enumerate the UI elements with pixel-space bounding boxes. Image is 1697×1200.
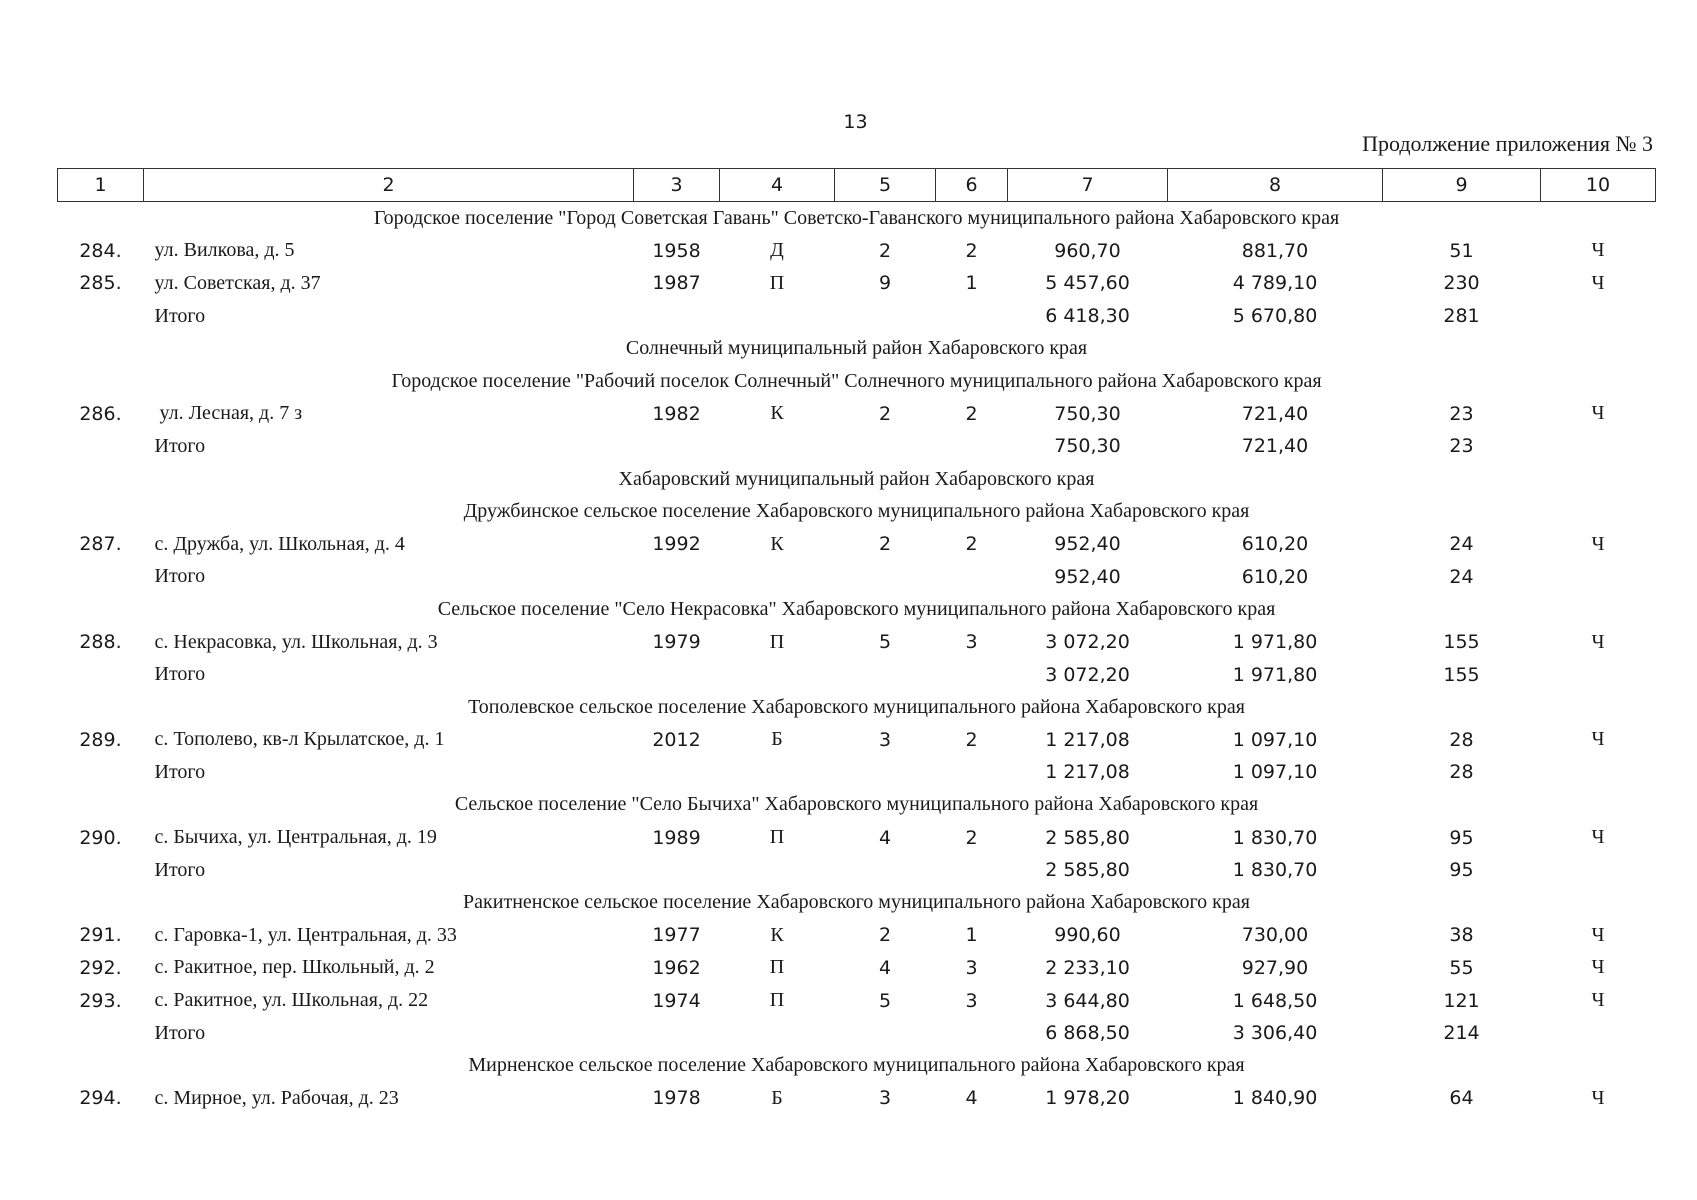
- living-area-cell: 1 830,70: [1232, 859, 1318, 882]
- table-row: [58, 398, 1656, 431]
- group-heading-row: [58, 1049, 1656, 1082]
- address-cell: с. Некрасовка, ул. Школьная, д. 3: [154, 630, 438, 653]
- floors-cell: [835, 756, 936, 789]
- entrances-cell: [936, 658, 1008, 691]
- column-header: 3: [634, 169, 720, 202]
- year-built-cell: [634, 430, 720, 463]
- year-built-cell: 1977: [652, 924, 701, 947]
- mark-cell: [1541, 561, 1656, 594]
- floors-cell: 2: [878, 402, 892, 425]
- wall-material-cell: Б: [771, 728, 783, 751]
- year-built-cell: 1989: [652, 826, 701, 849]
- total-area-cell: 960,70: [1054, 239, 1121, 262]
- living-area-cell: 610,20: [1241, 565, 1309, 588]
- total-row: [58, 658, 1656, 691]
- row-number-cell: [58, 1017, 144, 1050]
- residents-cell: 38: [1449, 924, 1474, 947]
- group-heading-row: [58, 463, 1656, 496]
- table-row: [58, 984, 1656, 1017]
- mark-cell: Ч: [1591, 989, 1605, 1012]
- wall-material-cell: К: [770, 402, 784, 425]
- living-area-cell: 721,40: [1241, 402, 1309, 425]
- group-heading: Сельское поселение "Село Некрасовка" Хабаровского муниципального района Хабаровского края: [437, 597, 1276, 620]
- group-heading-row: [58, 332, 1656, 365]
- wall-material-cell: П: [769, 956, 785, 979]
- total-row: [58, 1017, 1656, 1050]
- address-cell: с. Бычиха, ул. Центральная, д. 19: [154, 826, 437, 849]
- residents-cell: 24: [1449, 533, 1474, 556]
- address-cell: с. Гаровка-1, ул. Центральная, д. 33: [154, 923, 457, 946]
- row-number-cell: 286.: [79, 402, 122, 425]
- wall-material-cell: К: [770, 923, 784, 946]
- wall-material-cell: [720, 430, 835, 463]
- living-area-cell: 1 971,80: [1232, 631, 1318, 654]
- mark-cell: Ч: [1591, 728, 1605, 751]
- row-number-cell: [58, 430, 144, 463]
- wall-material-cell: [720, 854, 835, 887]
- living-area-cell: 1 971,80: [1232, 663, 1318, 686]
- residents-cell: 24: [1449, 565, 1474, 588]
- row-number-cell: 293.: [79, 989, 122, 1012]
- table-row: [58, 626, 1656, 659]
- mark-cell: Ч: [1591, 630, 1605, 653]
- residents-cell: 28: [1449, 728, 1474, 751]
- table-row: [58, 267, 1656, 300]
- page-number: 13: [843, 111, 868, 133]
- total-area-cell: 5 457,60: [1045, 272, 1130, 295]
- entrances-cell: 4: [965, 1087, 978, 1110]
- mark-cell: [1541, 756, 1656, 789]
- wall-material-cell: П: [769, 630, 785, 653]
- column-number-row: [58, 169, 1656, 202]
- residents-cell: 214: [1443, 1022, 1480, 1045]
- living-area-cell: 1 648,50: [1232, 989, 1318, 1012]
- row-number-cell: [58, 756, 144, 789]
- living-area-cell: 881,70: [1241, 239, 1309, 262]
- row-number-cell: 285.: [79, 272, 122, 295]
- year-built-cell: 1962: [652, 956, 701, 979]
- living-area-cell: 730,00: [1241, 924, 1309, 947]
- total-area-cell: 2 233,10: [1045, 956, 1130, 979]
- address-cell: с. Ракитное, ул. Школьная, д. 22: [154, 989, 429, 1012]
- wall-material-cell: П: [769, 271, 785, 294]
- entrances-cell: [936, 561, 1008, 594]
- address-cell: ул. Советская, д. 37: [154, 271, 321, 294]
- residents-cell: 51: [1449, 239, 1474, 262]
- total-area-cell: 990,60: [1054, 924, 1121, 947]
- group-heading-row: [58, 789, 1656, 822]
- year-built-cell: 1987: [652, 272, 701, 295]
- row-number-cell: [58, 658, 144, 691]
- residents-cell: 281: [1443, 305, 1480, 328]
- entrances-cell: 3: [965, 956, 978, 979]
- entrances-cell: [936, 756, 1008, 789]
- total-area-cell: 2 585,80: [1045, 826, 1130, 849]
- entrances-cell: 1: [965, 924, 978, 947]
- floors-cell: 4: [878, 826, 892, 849]
- year-built-cell: 1978: [652, 1087, 701, 1110]
- address-cell: ул. Лесная, д. 7 з: [159, 402, 303, 425]
- row-number-cell: [58, 854, 144, 887]
- column-header: 10: [1541, 169, 1656, 202]
- wall-material-cell: [720, 756, 835, 789]
- residents-cell: 121: [1443, 989, 1480, 1012]
- row-number-cell: 284.: [79, 239, 122, 262]
- living-area-cell: 5 670,80: [1232, 305, 1318, 328]
- year-built-cell: [634, 658, 720, 691]
- entrances-cell: 3: [965, 989, 978, 1012]
- total-row: [58, 756, 1656, 789]
- wall-material-cell: [720, 300, 835, 333]
- total-area-cell: 952,40: [1054, 533, 1121, 556]
- year-built-cell: 1974: [652, 989, 701, 1012]
- entrances-cell: 1: [965, 272, 978, 295]
- total-area-cell: 6 868,50: [1045, 1022, 1130, 1045]
- entrances-cell: 2: [965, 533, 978, 556]
- year-built-cell: [634, 561, 720, 594]
- total-area-cell: 1 978,20: [1045, 1087, 1130, 1110]
- table-row: [58, 1082, 1656, 1115]
- total-row: [58, 561, 1656, 594]
- total-area-cell: 1 217,08: [1045, 761, 1130, 784]
- living-area-cell: 4 789,10: [1232, 272, 1318, 295]
- year-built-cell: [634, 300, 720, 333]
- year-built-cell: 1982: [652, 402, 701, 425]
- entrances-cell: 2: [965, 826, 978, 849]
- address-cell: с. Ракитное, пер. Школьный, д. 2: [154, 956, 435, 979]
- floors-cell: [835, 854, 936, 887]
- year-built-cell: 1979: [652, 631, 701, 654]
- column-header: 1: [58, 169, 144, 202]
- mark-cell: Ч: [1591, 1086, 1605, 1109]
- total-area-cell: 952,40: [1054, 565, 1121, 588]
- address-cell: Итого: [154, 434, 206, 457]
- total-row: [58, 430, 1656, 463]
- entrances-cell: 2: [965, 402, 978, 425]
- entrances-cell: [936, 854, 1008, 887]
- mark-cell: [1541, 300, 1656, 333]
- table-row: [58, 919, 1656, 952]
- living-area-cell: 1 830,70: [1232, 826, 1318, 849]
- total-row: [58, 854, 1656, 887]
- address-cell: с. Мирное, ул. Рабочая, д. 23: [154, 1086, 399, 1109]
- group-heading: Городское поселение "Рабочий поселок Солнечный" Солнечного муниципального района Хабаровского края: [391, 369, 1322, 392]
- group-heading: Тополевское сельское поселение Хабаровского муниципального района Хабаровского края: [468, 695, 1245, 718]
- year-built-cell: 1992: [652, 533, 701, 556]
- address-cell: Итого: [154, 663, 206, 686]
- mark-cell: [1541, 658, 1656, 691]
- row-number-cell: [58, 561, 144, 594]
- group-heading-row: [58, 593, 1656, 626]
- column-header: 7: [1008, 169, 1168, 202]
- residents-cell: 23: [1449, 435, 1474, 458]
- row-number-cell: 288.: [79, 631, 122, 654]
- group-heading: Ракитненское сельское поселение Хабаровского муниципального района Хабаровского края: [463, 891, 1250, 914]
- floors-cell: [835, 1017, 936, 1050]
- row-number-cell: 291.: [79, 924, 122, 947]
- group-heading-row: [58, 495, 1656, 528]
- floors-cell: 3: [878, 1087, 892, 1110]
- mark-cell: [1541, 1017, 1656, 1050]
- table-row: [58, 235, 1656, 268]
- group-heading: Сельское поселение "Село Бычиха" Хабаровского муниципального района Хабаровского края: [454, 793, 1259, 816]
- total-area-cell: 3 072,20: [1045, 663, 1130, 686]
- mark-cell: Ч: [1591, 532, 1605, 555]
- row-number-cell: 287.: [79, 533, 122, 556]
- table-row: [58, 724, 1656, 757]
- living-area-cell: 1 097,10: [1232, 761, 1318, 784]
- entrances-cell: [936, 300, 1008, 333]
- column-header: 6: [936, 169, 1008, 202]
- floors-cell: 2: [878, 239, 892, 262]
- total-area-cell: 2 585,80: [1045, 859, 1130, 882]
- wall-material-cell: Д: [770, 239, 784, 262]
- floors-cell: 2: [878, 924, 892, 947]
- entrances-cell: 2: [965, 728, 978, 751]
- living-area-cell: 1 840,90: [1232, 1087, 1318, 1110]
- total-row: [58, 300, 1656, 333]
- year-built-cell: [634, 756, 720, 789]
- mark-cell: [1541, 430, 1656, 463]
- wall-material-cell: К: [770, 532, 784, 555]
- mark-cell: Ч: [1591, 402, 1605, 425]
- wall-material-cell: [720, 658, 835, 691]
- address-cell: Итого: [154, 1021, 206, 1044]
- residents-cell: 28: [1449, 761, 1474, 784]
- mark-cell: Ч: [1591, 271, 1605, 294]
- wall-material-cell: Б: [771, 1086, 783, 1109]
- floors-cell: [835, 300, 936, 333]
- mark-cell: [1541, 854, 1656, 887]
- entrances-cell: [936, 430, 1008, 463]
- floors-cell: 2: [878, 533, 892, 556]
- column-header: 8: [1168, 169, 1383, 202]
- group-heading-row: [58, 365, 1656, 398]
- address-cell: Итого: [154, 565, 206, 588]
- group-heading-row: [58, 886, 1656, 919]
- group-heading: Солнечный муниципальный район Хабаровского края: [625, 337, 1088, 360]
- living-area-cell: 610,20: [1241, 533, 1309, 556]
- address-cell: Итого: [154, 858, 206, 881]
- residents-cell: 95: [1449, 826, 1474, 849]
- column-header: 4: [720, 169, 835, 202]
- address-cell: с. Тополево, кв-л Крылатское, д. 1: [154, 728, 445, 751]
- residents-cell: 230: [1443, 272, 1480, 295]
- address-cell: ул. Вилкова, д. 5: [154, 239, 295, 262]
- table-row: [58, 821, 1656, 854]
- table-row: [58, 952, 1656, 985]
- residents-cell: 55: [1449, 956, 1474, 979]
- living-area-cell: 927,90: [1241, 956, 1309, 979]
- row-number-cell: 292.: [79, 956, 122, 979]
- residents-cell: 155: [1443, 663, 1480, 686]
- total-area-cell: 750,30: [1054, 402, 1121, 425]
- mark-cell: Ч: [1591, 956, 1605, 979]
- entrances-cell: 2: [965, 239, 978, 262]
- appendix-caption: Продолжение приложения № 3: [1362, 131, 1653, 156]
- floors-cell: 5: [878, 631, 892, 654]
- floors-cell: 3: [878, 728, 892, 751]
- group-heading-row: [58, 691, 1656, 724]
- address-cell: с. Дружба, ул. Школьная, д. 4: [154, 532, 405, 555]
- living-area-cell: 1 097,10: [1232, 728, 1318, 751]
- living-area-cell: 721,40: [1241, 435, 1309, 458]
- group-heading-row: [58, 202, 1656, 235]
- wall-material-cell: П: [769, 826, 785, 849]
- year-built-cell: 2012: [652, 728, 701, 751]
- floors-cell: [835, 430, 936, 463]
- wall-material-cell: [720, 1017, 835, 1050]
- floors-cell: [835, 658, 936, 691]
- floors-cell: 5: [878, 989, 892, 1012]
- row-number-cell: [58, 300, 144, 333]
- residents-cell: 155: [1443, 631, 1480, 654]
- row-number-cell: 289.: [79, 728, 122, 751]
- total-area-cell: 750,30: [1054, 435, 1121, 458]
- year-built-cell: [634, 1017, 720, 1050]
- registry-table: [57, 168, 1656, 1115]
- group-heading: Дружбинское сельское поселение Хабаровского муниципального района Хабаровского края: [463, 500, 1250, 523]
- year-built-cell: [634, 854, 720, 887]
- mark-cell: Ч: [1591, 826, 1605, 849]
- living-area-cell: 3 306,40: [1232, 1022, 1318, 1045]
- year-built-cell: 1958: [652, 239, 701, 262]
- floors-cell: 4: [878, 956, 892, 979]
- entrances-cell: [936, 1017, 1008, 1050]
- floors-cell: 9: [878, 272, 892, 295]
- address-cell: Итого: [154, 304, 206, 327]
- total-area-cell: 6 418,30: [1045, 305, 1130, 328]
- residents-cell: 64: [1449, 1087, 1474, 1110]
- row-number-cell: 294.: [79, 1087, 122, 1110]
- table-row: [58, 528, 1656, 561]
- wall-material-cell: П: [769, 989, 785, 1012]
- entrances-cell: 3: [965, 631, 978, 654]
- wall-material-cell: [720, 561, 835, 594]
- group-heading: Мирненское сельское поселение Хабаровского муниципального района Хабаровского края: [468, 1054, 1245, 1077]
- mark-cell: Ч: [1591, 239, 1605, 262]
- floors-cell: [835, 561, 936, 594]
- mark-cell: Ч: [1591, 923, 1605, 946]
- row-number-cell: 290.: [79, 826, 122, 849]
- total-area-cell: 3 072,20: [1045, 631, 1130, 654]
- total-area-cell: 1 217,08: [1045, 728, 1130, 751]
- group-heading: Хабаровский муниципальный район Хабаровского края: [618, 467, 1095, 490]
- column-header: 5: [835, 169, 936, 202]
- address-cell: Итого: [154, 760, 206, 783]
- residents-cell: 23: [1449, 402, 1474, 425]
- total-area-cell: 3 644,80: [1045, 989, 1130, 1012]
- group-heading: Городское поселение "Город Советская Гавань" Советско-Гаванского муниципального района Хабаровского края: [373, 206, 1340, 229]
- residents-cell: 95: [1449, 859, 1474, 882]
- column-header: 9: [1383, 169, 1541, 202]
- column-header: 2: [144, 169, 634, 202]
